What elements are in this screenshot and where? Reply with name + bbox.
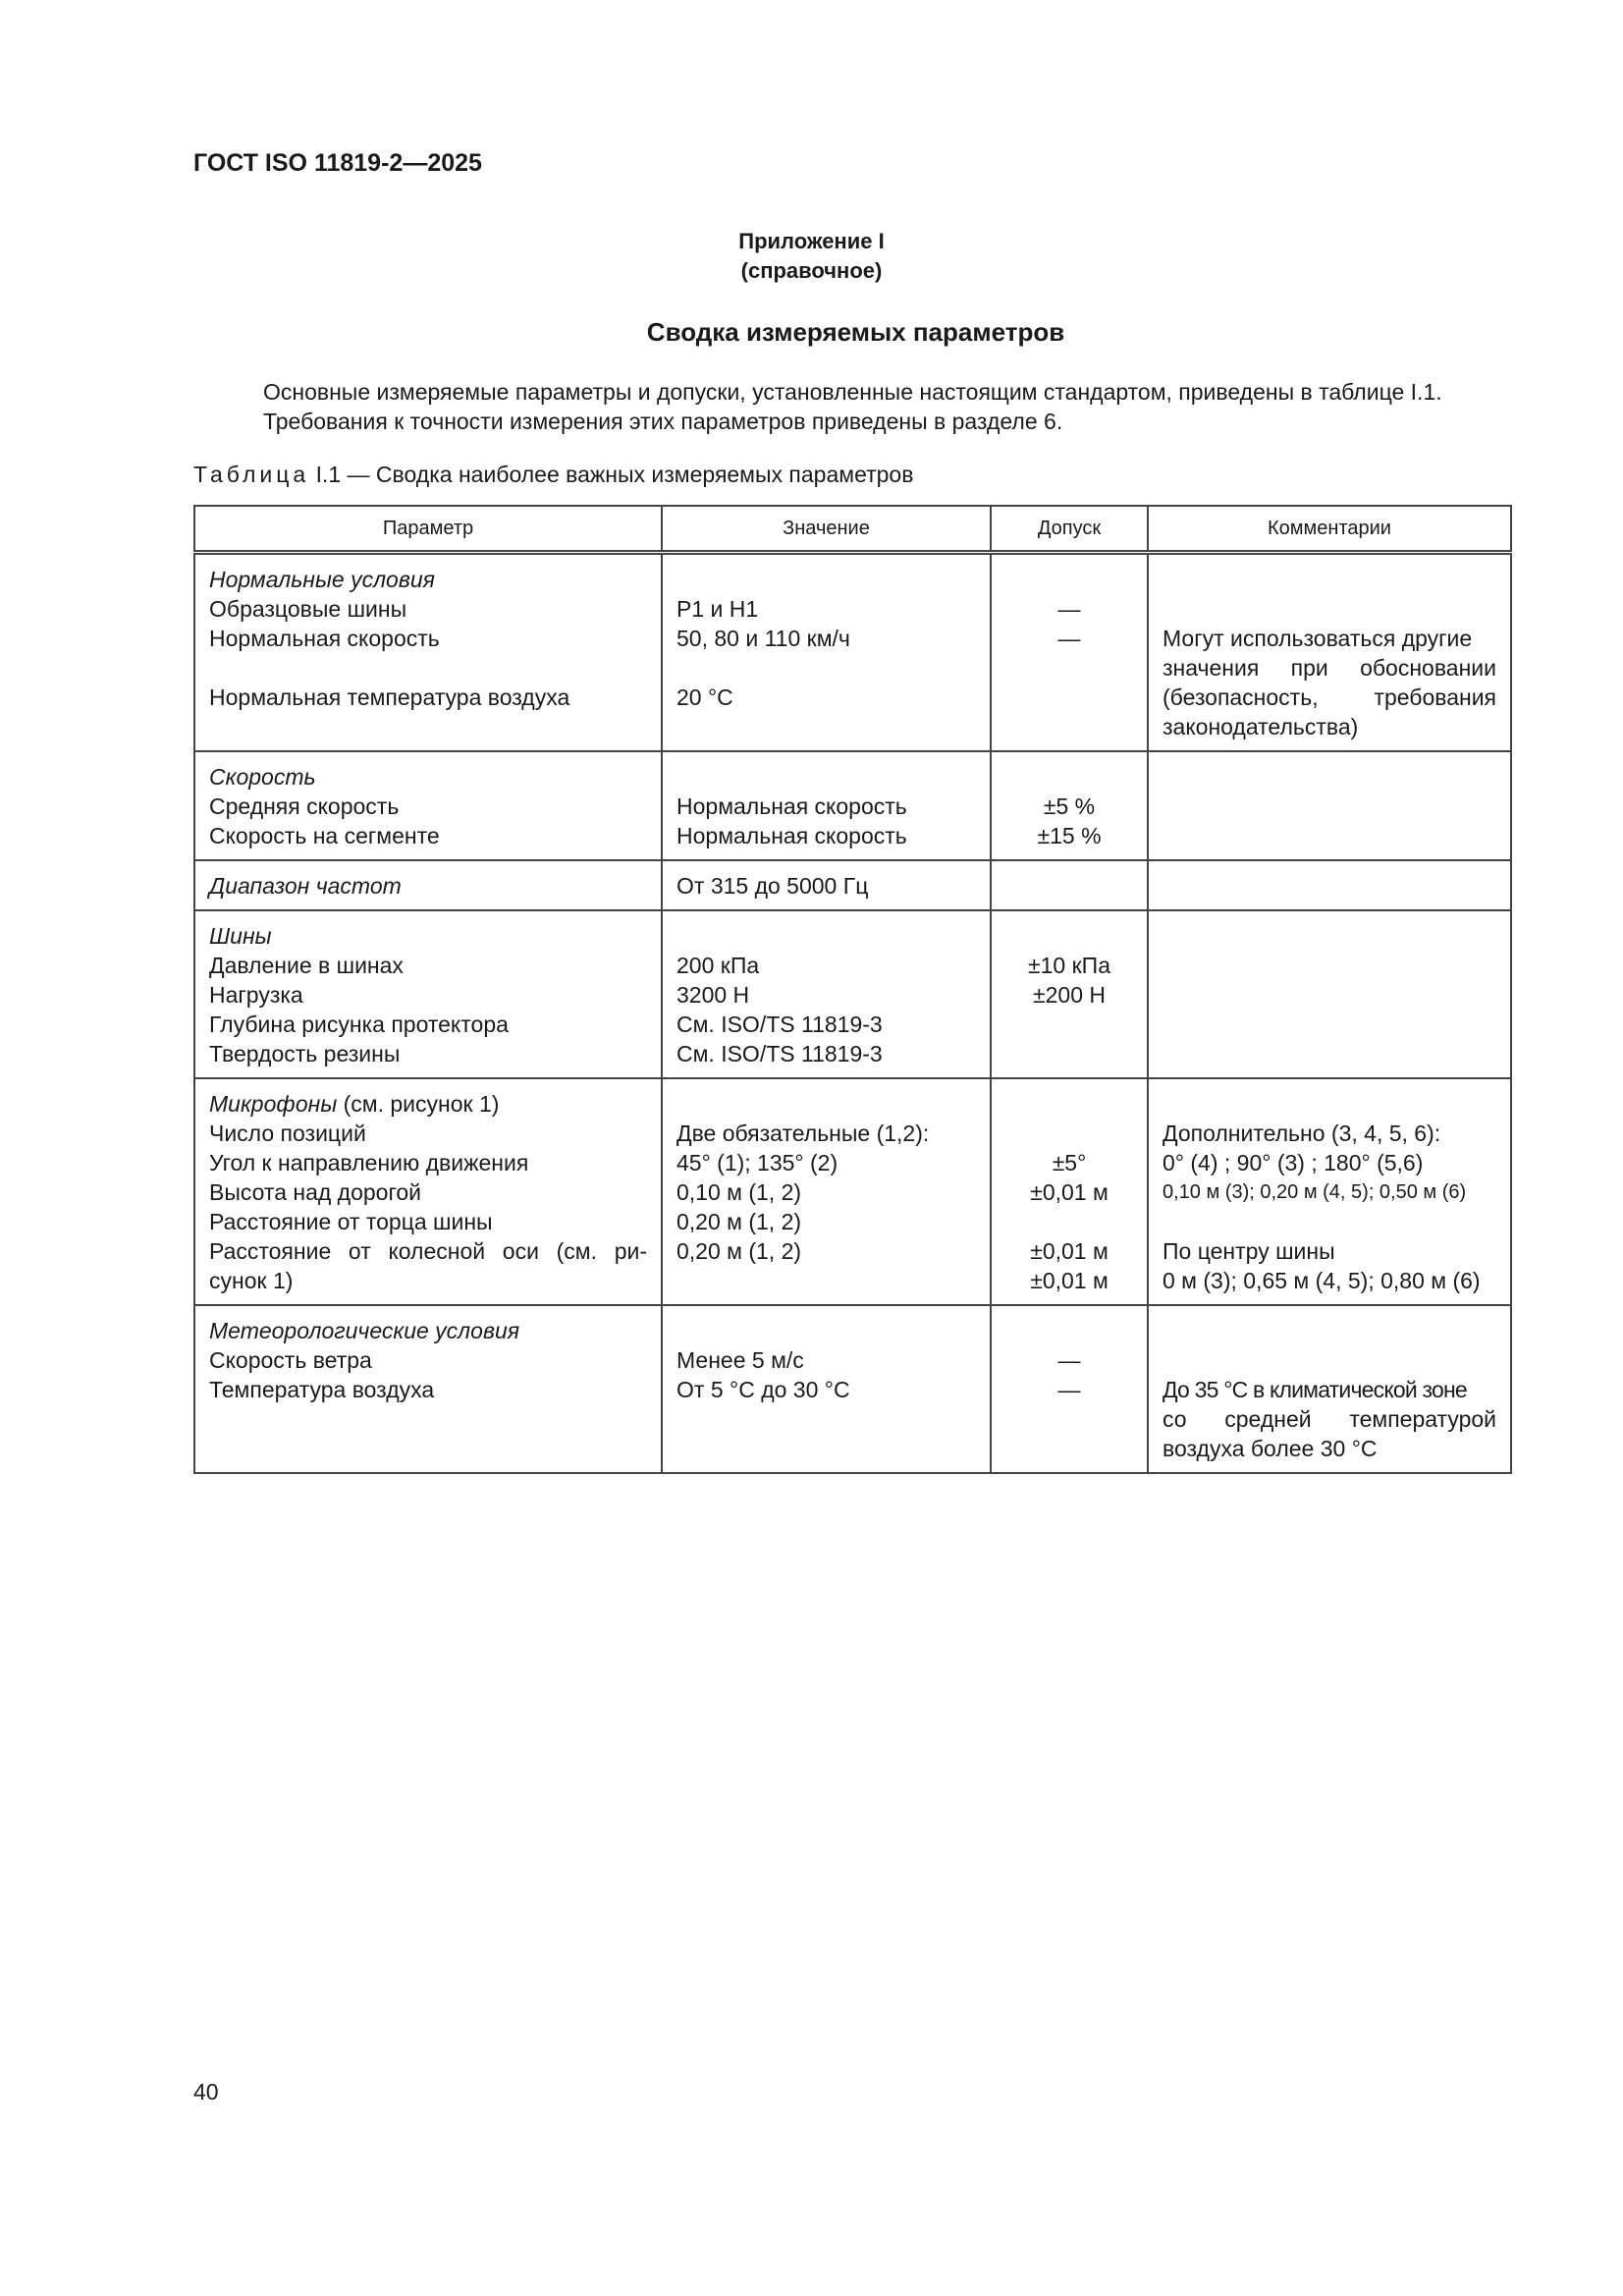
- intro-line: Основные измеряемые параметры и допуски, установленные настоящим стандартом, приведены в таблице I.1.: [263, 379, 1442, 405]
- parameter-name: Высота над дорогой: [209, 1179, 421, 1205]
- parameter-value: Две обязательные (1,2):: [676, 1121, 930, 1146]
- parameter-value: 200 кПа: [676, 953, 760, 978]
- appendix-subtitle: (справочное): [740, 258, 883, 283]
- intro-line: Требования к точности измерения этих параметров приведены в разделе 6.: [263, 409, 1063, 434]
- table-row: [194, 860, 1511, 910]
- page-number: 40: [193, 2079, 219, 2105]
- value-cell: [662, 1305, 991, 1473]
- value-cell: [662, 553, 991, 752]
- tolerance-value: —: [1057, 1377, 1081, 1402]
- comment-text: законодательства): [1163, 714, 1359, 739]
- comment-cell: [1148, 1305, 1511, 1473]
- group-title-text: Микрофоны: [209, 1091, 338, 1117]
- parameter-name: [209, 653, 647, 683]
- intro-paragraph: [263, 377, 1442, 436]
- parameter-value: Нормальная скорость: [676, 793, 907, 819]
- parameter-cell: [194, 751, 662, 860]
- parameter-value: 20 °C: [676, 684, 733, 710]
- column-header-parameter: Параметр: [194, 506, 662, 553]
- comment-text: воздуха более 30 °C: [1163, 1436, 1378, 1461]
- group-title: Диапазон частот: [209, 873, 402, 899]
- tolerance-cell: [991, 910, 1148, 1078]
- comment-text: По центру шины: [1163, 1238, 1335, 1264]
- comment-cell: [1148, 1078, 1511, 1305]
- column-header-comments: Комментарии: [1148, 506, 1511, 553]
- parameter-value: 0,20 м (1, 2): [676, 1209, 802, 1234]
- table-row: [194, 1305, 1511, 1473]
- tolerance-value: ±0,01 м: [1030, 1238, 1109, 1264]
- parameter-value: [676, 653, 976, 683]
- parameter-name: Скорость на сегменте: [209, 823, 440, 848]
- parameter-cell: [194, 860, 662, 910]
- parameter-value: От 5 °C до 30 °C: [676, 1377, 850, 1402]
- parameter-name: Нормальная скорость: [209, 626, 440, 651]
- section-title: Сводка измеряемых параметров: [646, 317, 1065, 347]
- parameter-value: 0,20 м (1, 2): [676, 1238, 802, 1264]
- comment-cell: [1148, 860, 1511, 910]
- parameter-name: Нормальная температура воздуха: [209, 684, 570, 710]
- table-row: [194, 1078, 1511, 1305]
- tolerance-cell: [991, 751, 1148, 860]
- group-title: Скорость: [209, 764, 316, 790]
- tolerance-value: ±5°: [1052, 1150, 1087, 1175]
- tolerance-cell: [991, 1078, 1148, 1305]
- parameter-cell: [194, 1305, 662, 1473]
- value-cell: [662, 751, 991, 860]
- group-title: Нормальные условия: [209, 567, 435, 592]
- table-row: [194, 553, 1511, 752]
- parameter-value: Нормальная скорость: [676, 823, 907, 848]
- tolerance-value: —: [1057, 626, 1081, 651]
- parameter-name: Температура воздуха: [209, 1377, 435, 1402]
- comment-text: 0 м (3); 0,65 м (4, 5); 0,80 м (6): [1163, 1268, 1481, 1293]
- parameter-name: Твердость резины: [209, 1041, 401, 1066]
- tolerance-value: ±5 %: [1043, 793, 1096, 819]
- tolerance-value: ±10 кПа: [1028, 953, 1110, 978]
- comment-text: со средней температурой: [1163, 1406, 1496, 1432]
- parameter-value: См. ISO/TS 11819-3: [676, 1011, 883, 1037]
- tolerance-value: ±0,01 м: [1030, 1179, 1109, 1205]
- comment-cell: [1148, 751, 1511, 860]
- parameter-value: Менее 5 м/с: [676, 1347, 804, 1373]
- table-row: [194, 751, 1511, 860]
- group-title: [209, 1089, 647, 1119]
- appendix-heading: [0, 227, 1623, 286]
- document-code: ГОСТ ISO 11819-2—2025: [193, 149, 482, 177]
- table-header-row: [194, 506, 1511, 553]
- comment-text: До 35 °C в климатической зоне: [1163, 1377, 1467, 1402]
- comment-text: Дополнительно (3, 4, 5, 6):: [1163, 1121, 1441, 1146]
- parameter-value: См. ISO/TS 11819-3: [676, 1041, 883, 1066]
- table-caption: [193, 462, 913, 488]
- comment-text: 0° (4) ; 90° (3) ; 180° (5,6): [1163, 1150, 1424, 1175]
- parameter-cell: [194, 553, 662, 752]
- comment-text: [1163, 1207, 1496, 1236]
- comment-text: Могут использоваться другие: [1163, 626, 1473, 651]
- parameter-name: Число позиций: [209, 1121, 366, 1146]
- parameter-value: 0,10 м (1, 2): [676, 1179, 802, 1205]
- parameter-name: Нагрузка: [209, 982, 303, 1008]
- tolerance-cell: [991, 553, 1148, 752]
- parameter-name: Давление в шинах: [209, 953, 404, 978]
- parameter-name: сунок 1): [209, 1268, 294, 1293]
- tolerance-value: [1005, 1207, 1133, 1236]
- tolerance-value: —: [1057, 596, 1081, 622]
- value-cell: [662, 1078, 991, 1305]
- column-header-tolerance: Допуск: [991, 506, 1148, 553]
- parameter-value: От 315 до 5000 Гц: [676, 873, 869, 899]
- tolerance-value: [1005, 1119, 1133, 1148]
- tolerance-cell: [991, 1305, 1148, 1473]
- appendix-title: Приложение I: [738, 229, 885, 253]
- parameter-name: Глубина рисунка протектора: [209, 1011, 509, 1037]
- value-cell: [662, 860, 991, 910]
- parameter-name: Скорость ветра: [209, 1347, 372, 1373]
- parameter-name: Средняя скорость: [209, 793, 400, 819]
- tolerance-value: ±15 %: [1037, 823, 1102, 848]
- comment-text: 0,10 м (3); 0,20 м (4, 5); 0,50 м (6): [1163, 1181, 1467, 1203]
- comment-text: (безопасность, требования: [1163, 684, 1496, 710]
- table-caption-text: I.1 — Сводка наиболее важных измеряемых параметров: [309, 462, 914, 487]
- parameter-name: Образцовые шины: [209, 596, 407, 622]
- tolerance-cell: [991, 860, 1148, 910]
- parameter-value: 3200 Н: [676, 982, 750, 1008]
- tolerance-value: ±0,01 м: [1030, 1268, 1109, 1293]
- comment-text: значения при обосновании: [1163, 655, 1496, 681]
- comment-cell: [1148, 553, 1511, 752]
- parameter-value: 45° (1); 135° (2): [676, 1150, 839, 1175]
- parameters-table: [193, 505, 1512, 1474]
- parameter-name: Расстояние от торца шины: [209, 1209, 493, 1234]
- table-caption-prefix: Таблица: [193, 462, 310, 487]
- parameter-name: Расстояние от колесной оси (см. ри-: [209, 1238, 647, 1264]
- tolerance-value: ±200 Н: [1033, 982, 1106, 1008]
- parameter-name: Угол к направлению движения: [209, 1150, 529, 1175]
- parameter-value: 50, 80 и 110 км/ч: [676, 626, 850, 651]
- group-title-suffix: (см. рисунок 1): [337, 1091, 500, 1117]
- table-row: [194, 910, 1511, 1078]
- group-title: Шины: [209, 923, 272, 949]
- column-header-value: Значение: [662, 506, 991, 553]
- parameter-cell: [194, 1078, 662, 1305]
- tolerance-value: —: [1057, 1347, 1081, 1373]
- value-cell: [662, 910, 991, 1078]
- parameter-cell: [194, 910, 662, 1078]
- group-title: Метеорологические условия: [209, 1318, 520, 1343]
- comment-cell: [1148, 910, 1511, 1078]
- parameter-value: P1 и H1: [676, 596, 759, 622]
